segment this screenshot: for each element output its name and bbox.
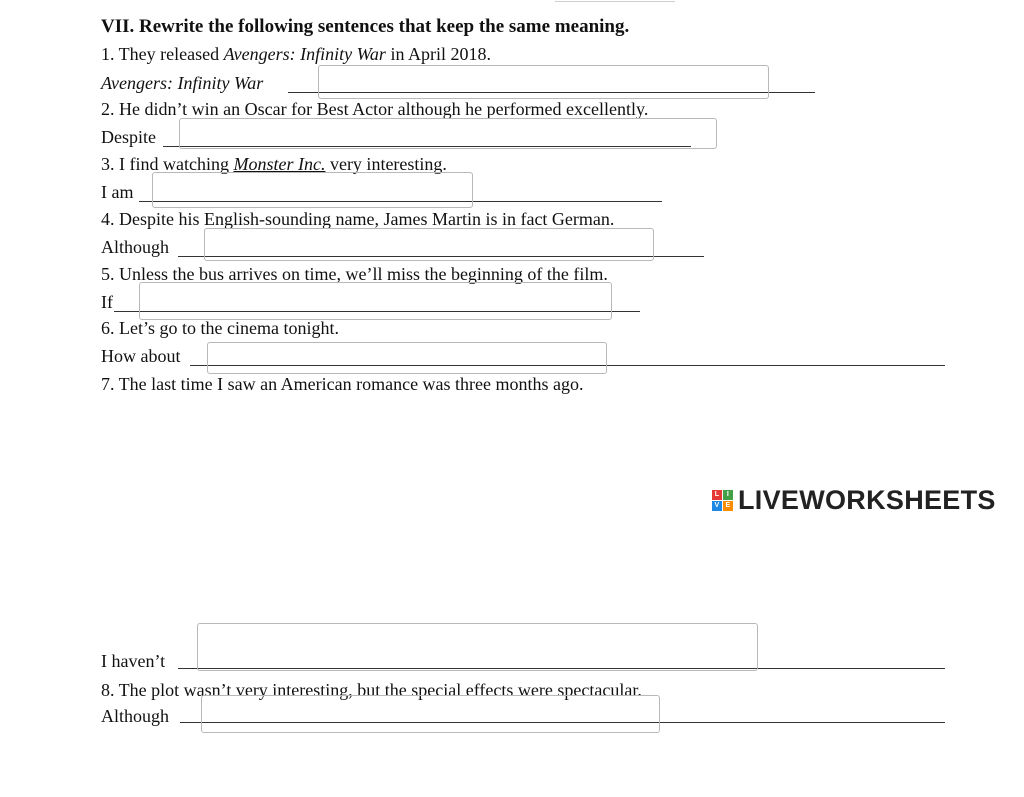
sentence-6: 6. Let’s go to the cinema tonight. (101, 318, 339, 338)
answer-input-7[interactable] (197, 623, 758, 671)
prompt-7: I haven’t (101, 651, 166, 671)
prompt-3: I am (101, 182, 134, 202)
prompt-8: Although (101, 706, 170, 726)
sentence-5: 5. Unless the bus arrives on time, we’ll miss the beginning of the film. (101, 264, 608, 284)
sentence-4: 4. Despite his English-sounding name, James Martin is in fact German. (101, 209, 615, 229)
prompt-1-label: Avengers: Infinity War (101, 73, 264, 93)
answer-input-6[interactable] (207, 342, 607, 374)
answer-input-1[interactable] (318, 65, 769, 99)
answer-input-2[interactable] (179, 118, 717, 149)
sentence-3-text: 3. I find watching (101, 154, 234, 174)
logo-icon-letter-e: E (723, 501, 733, 511)
sentence-1-text: 1. They released (101, 44, 224, 64)
prompt-4: Although (101, 237, 170, 257)
answer-input-5[interactable] (139, 282, 612, 320)
prompt-6: How about (101, 346, 181, 366)
logo-text: LIVEWORKSHEETS (738, 484, 996, 515)
top-divider (555, 1, 675, 2)
sentence-1 (101, 43, 491, 65)
sentence-1-title: Avengers: Infinity War (223, 44, 386, 64)
sentence-2: 2. He didn’t win an Oscar for Best Actor although he performed excellently. (101, 99, 649, 119)
exercise-title: VII. Rewrite the following sentences that keep the same meaning. (101, 16, 630, 37)
sentence-3-end: very interesting. (325, 154, 447, 174)
logo-icon-letter-v: V (712, 501, 722, 511)
logo-icon-letter-l: L (712, 490, 722, 500)
liveworksheets-logo-icon (712, 490, 733, 511)
prompt-5: If (101, 292, 113, 312)
prompt-2: Despite (101, 127, 156, 147)
logo-icon-letter-i: I (723, 490, 733, 500)
sentence-3-title: Monster Inc. (233, 154, 326, 174)
sentence-1-end: in April 2018. (385, 44, 491, 64)
sentence-7: 7. The last time I saw an American romance was three months ago. (101, 374, 584, 394)
prompt-1 (101, 72, 263, 94)
answer-input-3[interactable] (152, 172, 473, 208)
answer-input-8[interactable] (201, 695, 660, 733)
answer-input-4[interactable] (204, 228, 654, 261)
liveworksheets-logo (712, 485, 996, 515)
sentence-8: 8. The plot wasn’t very interesting, but the special effects were spectacular. (101, 680, 642, 700)
